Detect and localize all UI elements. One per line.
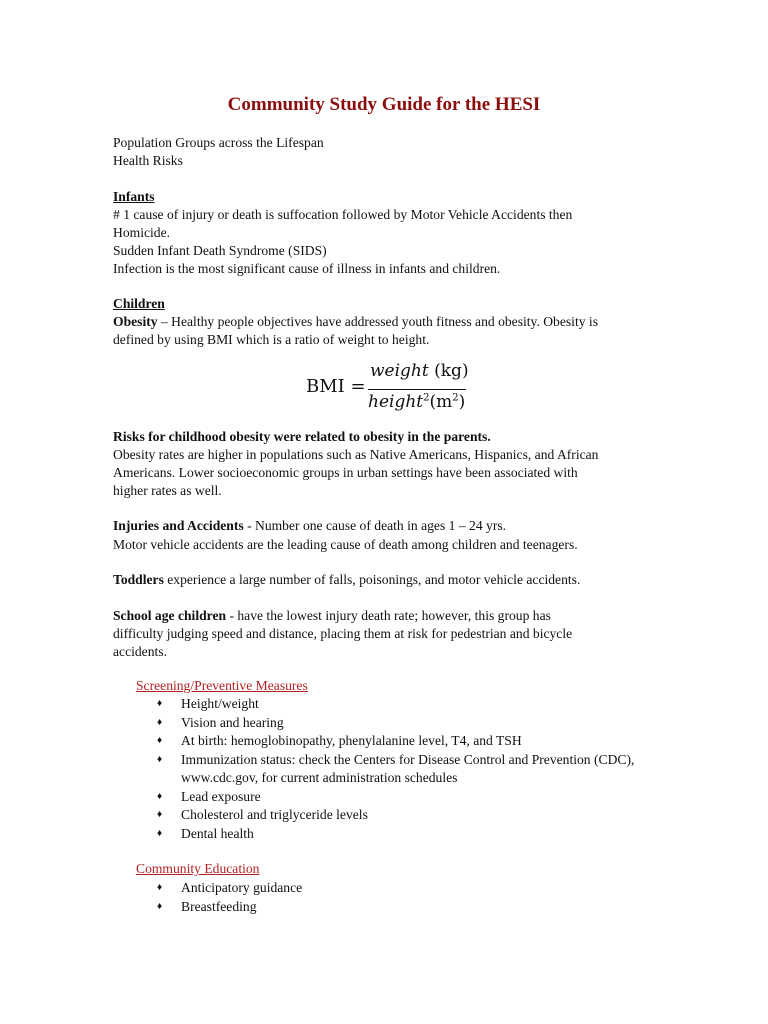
injuries-paragraph xyxy=(113,517,658,535)
list-item xyxy=(157,898,657,917)
toddlers-label: Toddlers xyxy=(113,572,164,587)
list-item xyxy=(157,879,657,898)
bullet-diamond-icon: ♦ xyxy=(157,827,163,839)
obesity-paragraph xyxy=(113,313,658,331)
formula-den-exp: 2 xyxy=(423,392,430,404)
fraction-bar xyxy=(368,389,466,390)
injuries-text: Motor vehicle accidents are the leading cause of death among children and teenagers. xyxy=(113,537,578,552)
risks-text: Americans. Lower socioeconomic groups in urban settings have been associated with xyxy=(113,465,578,480)
bullet-diamond-icon: ♦ xyxy=(157,790,163,802)
list-item xyxy=(157,806,657,825)
risks-text: Obesity rates are higher in populations such as Native Americans, Hispanics, and African xyxy=(113,447,599,462)
list-item xyxy=(157,695,657,714)
risks-heading: Risks for childhood obesity were related to obesity in the parents. xyxy=(113,429,491,444)
list-item xyxy=(157,732,657,751)
bullet-diamond-icon: ♦ xyxy=(157,735,163,746)
obesity-text: defined by using BMI which is a ratio of weight to height. xyxy=(113,332,430,347)
infants-text: Infection is the most significant cause of illness in infants and children. xyxy=(113,261,501,276)
list-item-text: Height/weight xyxy=(181,696,259,711)
bullet-diamond-icon: ♦ xyxy=(157,882,163,893)
formula-denominator xyxy=(368,392,465,412)
school-label: School age children xyxy=(113,608,227,623)
list-item-text: Lead exposure xyxy=(181,788,261,804)
list-item-text: At birth: hemoglobinopathy, phenylalanine level, T4, and TSH xyxy=(181,733,522,748)
list-item-text: Vision and hearing xyxy=(181,714,284,730)
formula-num-unit: (kg) xyxy=(434,361,469,381)
list-item xyxy=(157,788,657,807)
injuries-label: Injuries and Accidents xyxy=(113,518,244,533)
intro-line: Population Groups across the Lifespan xyxy=(113,135,324,150)
children-heading: Children xyxy=(113,296,165,311)
bullet-diamond-icon: ♦ xyxy=(157,753,163,765)
bullet-diamond-icon: ♦ xyxy=(157,809,163,820)
list-item xyxy=(157,825,657,844)
toddlers-text: experience a large number of falls, poisonings, and motor vehicle accidents. xyxy=(163,572,581,587)
screening-list xyxy=(157,695,657,843)
screening-heading-link[interactable]: Screening/Preventive Measures xyxy=(136,678,308,693)
page-title: Community Study Guide for the HESI xyxy=(227,94,541,115)
injuries-text: - Number one cause of death in ages 1 – 24 yrs. xyxy=(243,518,507,533)
toddlers-paragraph xyxy=(113,571,658,589)
formula-num-var: weight xyxy=(370,361,429,381)
list-item-text: Anticipatory guidance xyxy=(181,880,303,895)
infants-text: Homicide. xyxy=(113,225,171,240)
formula-den-close: ) xyxy=(458,392,466,412)
intro-line: Health Risks xyxy=(113,153,183,168)
list-item-text: Dental health xyxy=(181,825,254,841)
bmi-formula xyxy=(306,360,476,418)
infants-text: Sudden Infant Death Syndrome (SIDS) xyxy=(113,243,327,258)
list-item xyxy=(157,751,657,788)
obesity-text: – Healthy people objectives have addressed youth fitness and obesity. Obesity is xyxy=(157,314,598,329)
education-heading-link[interactable]: Community Education xyxy=(136,861,260,876)
bullet-diamond-icon: ♦ xyxy=(157,900,163,912)
bullet-diamond-icon: ♦ xyxy=(157,698,163,709)
formula-den-unit: (m xyxy=(429,392,453,412)
list-item-text: Immunization status: check the Centers for Disease Control and Prevention (CDC), www.cdc.gov, for current administration schedules xyxy=(181,751,635,785)
infants-text: # 1 cause of injury or death is suffocation followed by Motor Vehicle Accidents then xyxy=(113,207,573,222)
bullet-diamond-icon: ♦ xyxy=(157,716,163,728)
education-list xyxy=(157,879,657,916)
school-text: accidents. xyxy=(113,644,167,659)
school-text: - have the lowest injury death rate; however, this group has xyxy=(226,608,551,623)
formula-den-var: height xyxy=(368,392,424,412)
list-item-text: Cholesterol and triglyceride levels xyxy=(181,807,368,822)
formula-lhs: BMI = xyxy=(306,376,366,397)
school-paragraph xyxy=(113,607,658,625)
school-text: difficulty judging speed and distance, placing them at risk for pedestrian and bicycle xyxy=(113,626,573,641)
risks-text: higher rates as well. xyxy=(113,483,222,498)
infants-heading: Infants xyxy=(113,189,155,204)
formula-den-unit-exp: 2 xyxy=(452,392,459,404)
formula-numerator xyxy=(370,361,469,381)
list-item-text: Breastfeeding xyxy=(181,898,257,914)
obesity-label: Obesity xyxy=(113,314,158,329)
list-item xyxy=(157,714,657,733)
